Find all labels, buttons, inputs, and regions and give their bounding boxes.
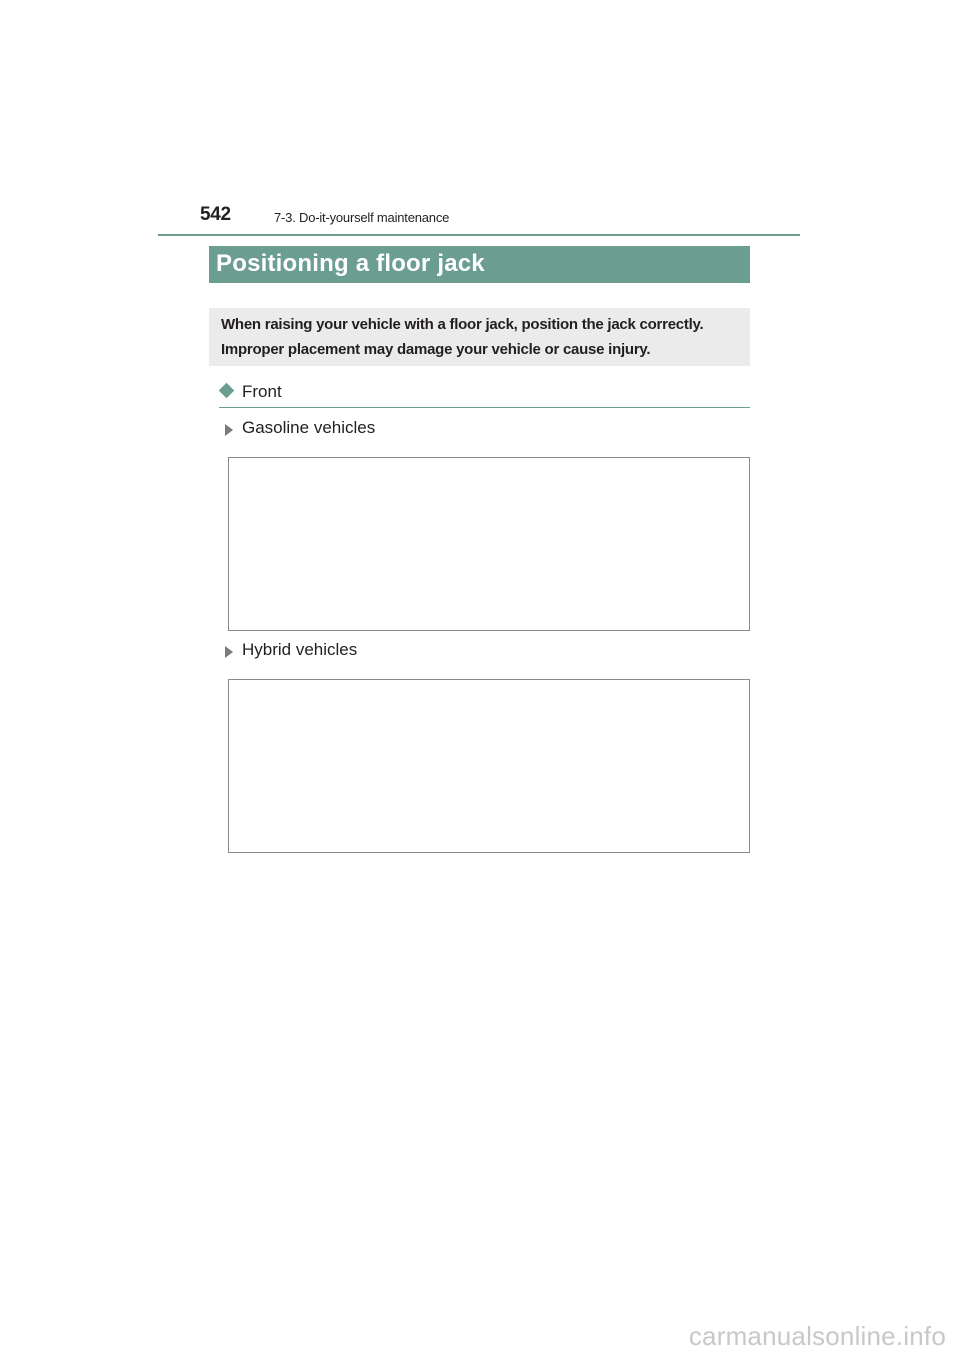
bullet-label: Gasoline vehicles: [242, 418, 376, 437]
triangle-bullet-icon: [225, 646, 233, 658]
hybrid-jack-point-figure: [228, 679, 750, 853]
intro-box: [209, 308, 750, 366]
watermark: carmanualsonline.info: [688, 1321, 946, 1351]
bullet-label: Hybrid vehicles: [242, 640, 358, 659]
gasoline-jack-point-figure: [228, 457, 750, 631]
diamond-bullet-icon: [219, 383, 235, 399]
front-heading: [219, 381, 750, 408]
section-title-bar: [209, 246, 750, 283]
front-heading-label: Front: [242, 382, 282, 401]
page-header: [158, 200, 800, 236]
section-title: Positioning a floor jack: [216, 250, 485, 277]
chapter-title: 7-3. Do-it-yourself maintenance: [274, 210, 450, 225]
page-number: 542: [200, 204, 231, 225]
intro-text: When raising your vehicle with a floor jack, position the jack correctly. Improper placement may damage your vehicle or cause injury.: [221, 316, 704, 358]
triangle-bullet-icon: [225, 424, 233, 436]
